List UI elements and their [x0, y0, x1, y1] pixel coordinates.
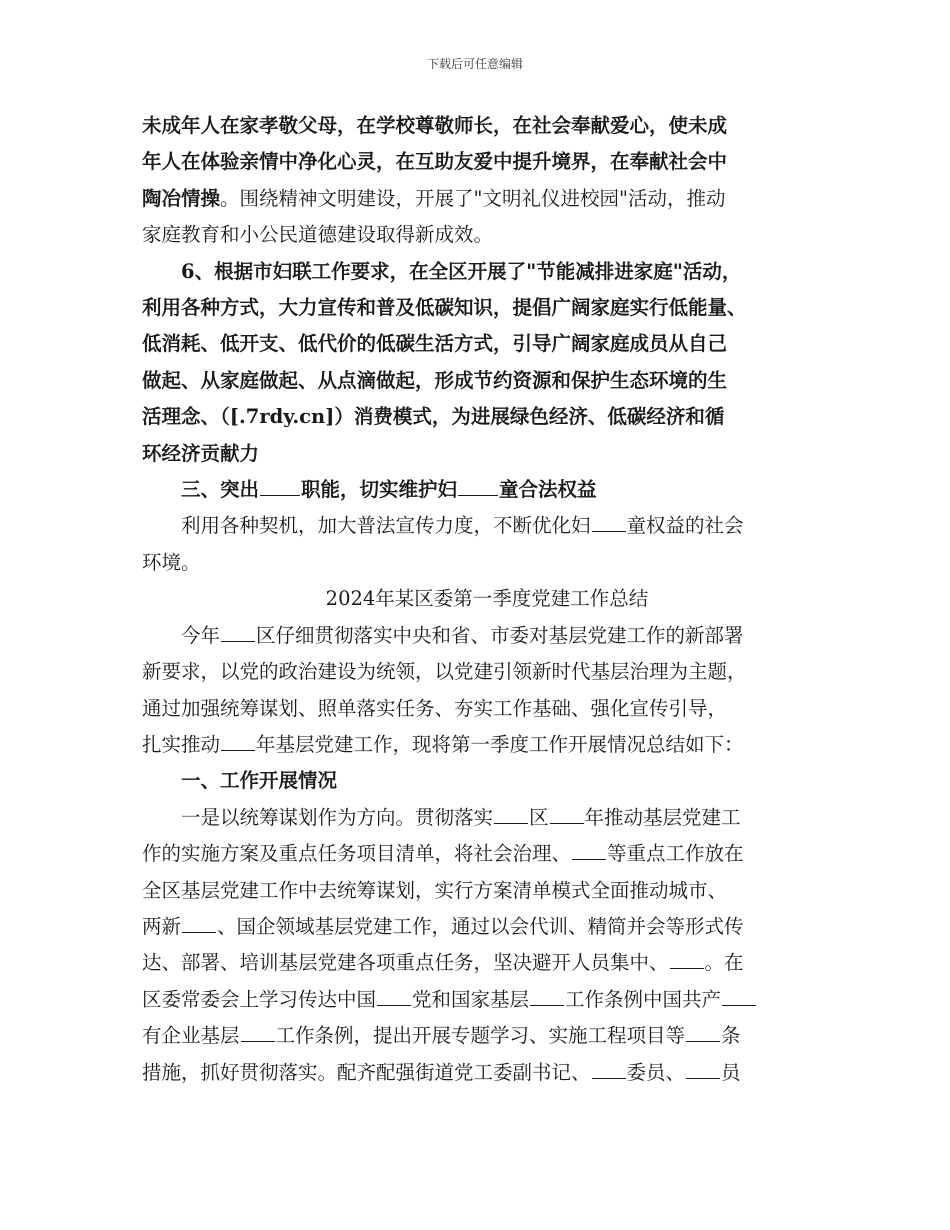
- text-line: 新要求，以党的政治建设为统领，以党建引领新时代基层治理为主题，: [142, 660, 747, 684]
- blank-underline: [241, 1022, 275, 1043]
- text-line: 家庭教育和小公民道德建设取得新成效。: [142, 223, 494, 247]
- text-line: 6、根据市妇联工作要求，在全区开展了"节能减排进家庭"活动，: [181, 259, 742, 283]
- text-span: 一是以统筹谋划作为方向。贯彻落实: [181, 805, 494, 829]
- text-span: 利用各种契机，加大普法宣传力度，不断优化妇: [181, 514, 591, 538]
- blank-underline: [592, 512, 626, 533]
- paragraph-rights: [142, 508, 832, 581]
- text-span: 职能，切实维护妇: [301, 478, 458, 502]
- text-span: 扎实推动: [142, 732, 221, 756]
- text-line: 通过加强统筹谋划、照单落实任务、夯实工作基础、强化宣传引导，: [142, 696, 728, 720]
- text-span: 有企业基层: [142, 1024, 240, 1048]
- blank-underline: [458, 476, 498, 497]
- blank-underline: [221, 730, 255, 751]
- text-span: 童权益的社会: [626, 514, 744, 538]
- text-span: 工作条例中国共产: [565, 987, 722, 1011]
- text-span: 条: [721, 1024, 741, 1048]
- text-line: 年人在体验亲情中净化心灵，在互助友爱中提升境界，在奉献社会中: [142, 150, 728, 174]
- text-line: 利用各种方式，大力宣传和普及低碳知识，提倡广阔家庭实行低能量、: [142, 296, 747, 320]
- text-span: 今年: [181, 623, 221, 647]
- blank-underline: [550, 803, 584, 824]
- text-span: 年基层党建工作，现将第一季度工作开展情况总结如下：: [256, 732, 744, 756]
- paragraph-item-6: [142, 254, 832, 472]
- blank-underline: [722, 985, 756, 1006]
- blank-underline: [530, 985, 564, 1006]
- document-body: [142, 108, 832, 1091]
- section-heading-3: [142, 472, 832, 508]
- page-header: 下载后可任意编辑: [426, 57, 523, 71]
- text-span: 两新: [142, 914, 182, 938]
- text-line: 低消耗、低开支、低代价的低碳生活方式，引导广阔家庭成员从自己: [142, 332, 728, 356]
- text-line: 环境。: [142, 550, 201, 574]
- text-span: 区仔细贯彻落实中央和省、市委对基层党建工作的新部署: [256, 623, 744, 647]
- text-line: 未成年人在家孝敬父母，在学校尊敬师长，在社会奉献爱心，使未成: [142, 114, 728, 137]
- text-span: 、国企领域基层党建工作，通过以会代训、精简并会等形式传: [217, 914, 744, 938]
- text-line: 做起、从家庭做起、从点滴做起，形成节约资源和保护生态环境的生: [142, 368, 728, 392]
- text-span: 员: [721, 1060, 741, 1084]
- text-span: 工作条例，提出开展专题学习、实施工程项目等: [275, 1024, 686, 1048]
- paragraph-planning: [142, 800, 832, 1091]
- text-span: 达、部署、培训基层党建各项重点任务，坚决避开人员集中、: [142, 951, 669, 975]
- blank-underline: [670, 949, 704, 970]
- section-heading-1: 一、工作开展情况: [181, 769, 338, 793]
- text-line: 全区基层党建工作中去统筹谋划，实行方案清单模式全面推动城市、: [142, 878, 728, 902]
- paragraph-intro: [142, 618, 832, 764]
- text-span: 。在: [704, 951, 744, 975]
- text-span: 措施，抓好贯彻落实。配齐配强街道党工委副书记、: [142, 1060, 591, 1084]
- text-span: 党和国家基层: [412, 987, 530, 1011]
- text-span: 等重点工作放在: [607, 842, 744, 866]
- blank-underline: [592, 1058, 626, 1079]
- text-line: 环经济贡献力: [142, 441, 260, 465]
- text-span: 委员、: [626, 1060, 686, 1084]
- text-span: 三、突出: [181, 478, 260, 502]
- text-span: 区委常委会上学习传达中国: [142, 987, 377, 1011]
- blank-underline: [572, 840, 606, 861]
- blank-underline: [686, 1022, 720, 1043]
- blank-underline: [494, 803, 528, 824]
- blank-underline: [182, 912, 216, 933]
- blank-underline: [221, 621, 255, 642]
- document-title: 2024年某区委第一季度党建工作总结: [325, 587, 649, 611]
- text-span: 童合法权益: [499, 478, 597, 502]
- paragraph-minors: [142, 108, 832, 254]
- text-span: 作的实施方案及重点任务项目清单，将社会治理、: [142, 842, 572, 866]
- text-span: 陶冶情操: [142, 186, 221, 210]
- text-span: 。围绕精神文明建设，开展了"文明礼仪进校园"活动，推动: [220, 186, 726, 210]
- blank-underline: [260, 476, 300, 497]
- text-span: 年推动基层党建工: [584, 805, 741, 829]
- text-line: 活理念、（[.7rdy.cn]）消费模式，为进展绿色经济、低碳经济和循: [142, 405, 725, 429]
- blank-underline: [377, 985, 411, 1006]
- blank-underline: [686, 1058, 720, 1079]
- text-span: 区: [529, 805, 549, 829]
